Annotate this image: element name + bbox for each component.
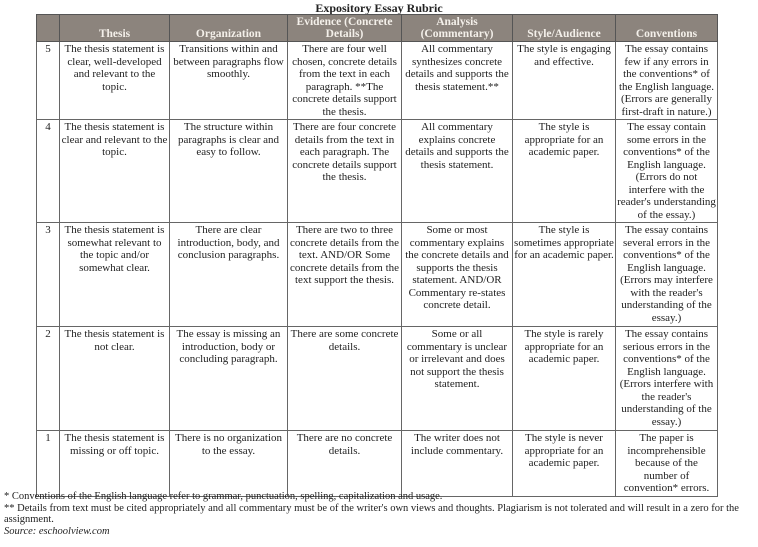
rubric-cell: The essay contains serious errors in the conventions* of the English language. (Errors interfere with the reader's understanding of the essay.): [616, 327, 718, 431]
rubric-cell: The thesis statement is somewhat relevant to the topic and/or somewhat clear.: [60, 223, 170, 327]
rubric-cell: The structure within paragraphs is clear and easy to follow.: [170, 120, 288, 223]
score-cell: 3: [37, 223, 60, 327]
rubric-cell: There are some concrete details.: [288, 327, 402, 431]
rubric-row: [37, 431, 718, 497]
rubric-cell: The writer does not include commentary.: [402, 431, 513, 497]
rubric-cell: There are two to three concrete details from the text. AND/OR Some concrete details from the text support the thesis.: [288, 223, 402, 327]
rubric-cell: Transitions within and between paragraphs flow smoothly.: [170, 42, 288, 120]
rubric-cell: There is no organization to the essay.: [170, 431, 288, 497]
rubric-cell: The thesis statement is missing or off topic.: [60, 431, 170, 497]
score-cell: 2: [37, 327, 60, 431]
rubric-cell: The style is never appropriate for an academic paper.: [513, 431, 616, 497]
rubric-row: [37, 120, 718, 223]
rubric-cell: The thesis statement is not clear.: [60, 327, 170, 431]
rubric-cell: The style is appropriate for an academic paper.: [513, 120, 616, 223]
rubric-cell: All commentary explains concrete details and supports the thesis statement.: [402, 120, 513, 223]
footnote-details: ** Details from text must be cited appropriately and all commentary must be of the writer's own views and thoughts. Plagiarism is not tolerated and will result in a zero for the assignment.: [4, 502, 739, 525]
score-cell: 1: [37, 431, 60, 497]
rubric-cell: The essay contains few if any errors in the conventions* of the English language. (Errors are generally first-draft in nature.): [616, 42, 718, 120]
rubric-table: [36, 14, 718, 497]
rubric-cell: All commentary synthesizes concrete details and supports the thesis statement.**: [402, 42, 513, 120]
rubric-cell: Some or most commentary explains the concrete details and supports the thesis statement. AND/OR Commentary re-states concrete detail.: [402, 223, 513, 327]
rubric-row: [37, 327, 718, 431]
page-title: Expository Essay Rubric: [315, 1, 443, 15]
rubric-cell: The essay contains several errors in the conventions* of the English language. (Errors may interfere with the reader's understanding of the essay.): [616, 223, 718, 327]
footnote-conventions: * Conventions of the English language refer to grammar, punctuation, spelling, capitalization and usage.: [4, 491, 443, 502]
rubric-cell: There are clear introduction, body, and conclusion paragraphs.: [170, 223, 288, 327]
column-header: Thesis: [60, 15, 170, 42]
column-header: Organization: [170, 15, 288, 42]
rubric-cell: Some or all commentary is unclear or irrelevant and does not support the thesis statement.: [402, 327, 513, 431]
rubric-cell: The style is engaging and effective.: [513, 42, 616, 120]
rubric-cell: There are no concrete details.: [288, 431, 402, 497]
rubric-cell: The thesis statement is clear and relevant to the topic.: [60, 120, 170, 223]
rubric-cell: The essay is missing an introduction, body or concluding paragraph.: [170, 327, 288, 431]
rubric-cell: The paper is incomprehensible because of the number of convention* errors.: [616, 431, 718, 497]
column-header: Style/Audience: [513, 15, 616, 42]
rubric-cell: The thesis statement is clear, well-developed and relevant to the topic.: [60, 42, 170, 120]
rubric-row: [37, 42, 718, 120]
score-cell: 4: [37, 120, 60, 223]
column-header: [37, 15, 60, 42]
rubric-cell: There are four well chosen, concrete details from the text in each paragraph. **The concrete details support the thesis.: [288, 42, 402, 120]
column-header: Conventions: [616, 15, 718, 42]
rubric-row: [37, 223, 718, 327]
rubric-cell: The style is sometimes appropriate for an academic paper.: [513, 223, 616, 327]
footnotes: [4, 491, 754, 537]
column-header: Evidence (Concrete Details): [288, 15, 402, 42]
source-credit: Source: eschoolview.com: [4, 525, 110, 537]
score-cell: 5: [37, 42, 60, 120]
rubric-cell: The essay contain some errors in the conventions* of the English language. (Errors do not interfere with the reader's understanding of the essay.): [617, 121, 716, 221]
rubric-cell: The style is rarely appropriate for an academic paper.: [513, 327, 616, 431]
column-header: Analysis (Commentary): [402, 15, 513, 42]
rubric-cell: There are four concrete details from the text in each paragraph. The concrete details support the thesis.: [288, 120, 402, 223]
